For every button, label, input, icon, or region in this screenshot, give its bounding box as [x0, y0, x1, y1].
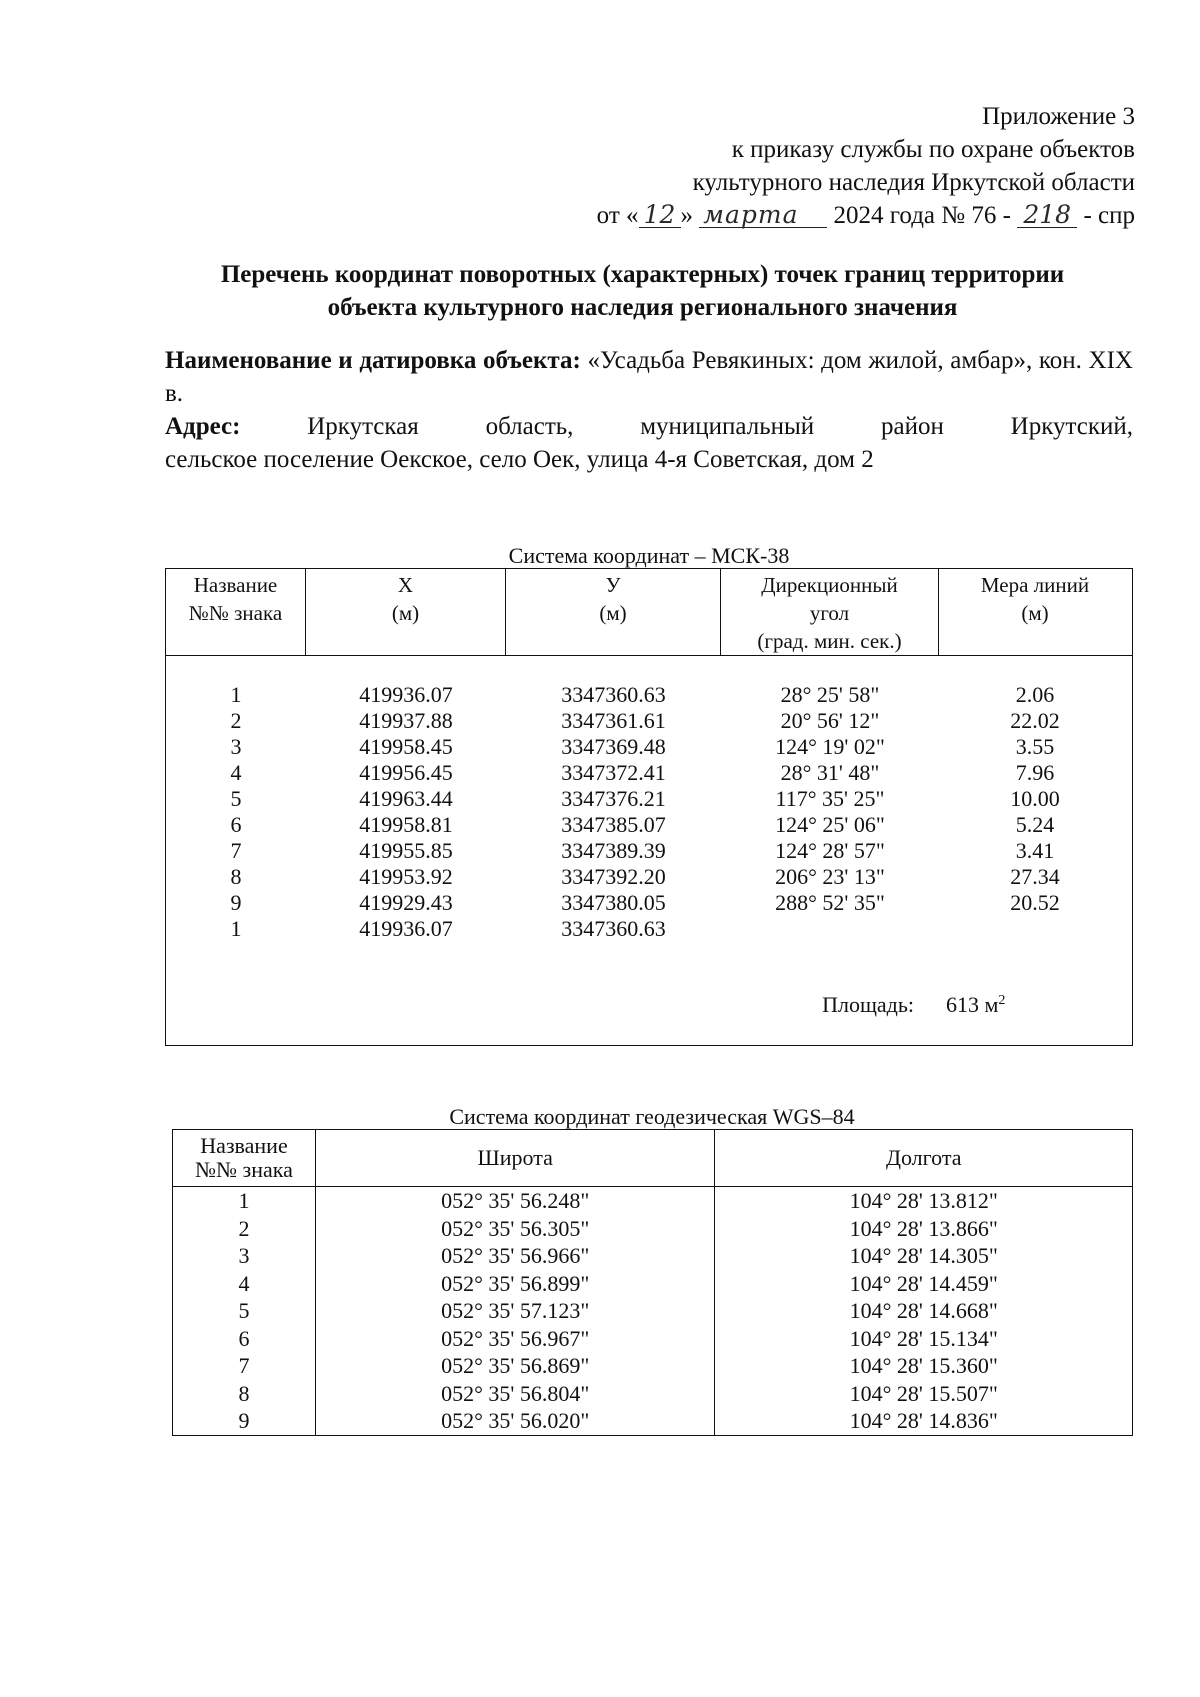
cell-x: 419958.81: [359, 812, 453, 837]
header-length: [939, 569, 1131, 655]
address-word: район: [880, 413, 944, 440]
cell-n: 3: [173, 1242, 316, 1270]
handwritten-order-number: 218: [1017, 203, 1077, 228]
cell-length: 20.52: [1010, 890, 1060, 915]
cell-angle: 288° 52' 35": [775, 890, 885, 915]
cell-y: 3347360.63: [561, 682, 666, 707]
cell-y: 3347376.21: [561, 786, 666, 811]
object-name-paragraph: [165, 344, 1133, 410]
wgs-coordinates-table: [172, 1129, 1133, 1436]
header-x: [306, 569, 506, 655]
cell-n: 4: [230, 760, 242, 785]
cell-n: 9: [230, 890, 242, 915]
cell-x: 419936.07: [359, 682, 453, 707]
area-row: [166, 989, 1132, 1021]
cell-y: 3347389.39: [561, 838, 666, 863]
cell-lon: 104° 28' 14.305": [715, 1242, 1133, 1270]
title-line-2: объекта культурного наследия регионального значения: [327, 294, 958, 321]
cell-length: 22.02: [1010, 708, 1060, 733]
header-text: Название: [193, 573, 278, 597]
header-y: [506, 569, 721, 655]
cell-lon: 104° 28' 15.360": [715, 1352, 1133, 1380]
handwritten-month: марта: [699, 203, 827, 228]
msk-table-header: [166, 569, 1132, 656]
cell-x: 419956.45: [359, 760, 453, 785]
cell-length: 7.96: [1015, 760, 1055, 785]
address-word: муниципальный: [640, 413, 815, 440]
appendix-authority: культурного наследия Иркутской области: [692, 169, 1135, 196]
header-text: X: [397, 573, 414, 597]
cell-lat: 052° 35' 56.869": [315, 1352, 715, 1380]
msk-coordinates-table: [165, 568, 1133, 1046]
header-point-name: [173, 1130, 316, 1187]
cell-angle: 124° 25' 06": [775, 812, 885, 837]
cell-n: 7: [230, 838, 242, 863]
cell-angle: 206° 23' 13": [775, 864, 885, 889]
cell-lat: 052° 35' 56.248": [315, 1187, 715, 1215]
order-suffix: - спр: [1083, 202, 1135, 229]
order-year-text: 2024 года № 76 -: [833, 202, 1011, 229]
cell-lon: 104° 28' 13.812": [715, 1187, 1133, 1215]
header-text: Мера линий: [980, 573, 1090, 597]
cell-lon: 104° 28' 13.866": [715, 1215, 1133, 1243]
address-word: Иркутский,: [1010, 413, 1133, 440]
cell-n: 8: [173, 1380, 316, 1408]
header-text: №№ знака: [188, 601, 283, 625]
area-value: [946, 989, 1005, 1021]
table-row: [166, 863, 1132, 891]
cell-lat: 052° 35' 56.804": [315, 1380, 715, 1408]
table-row: [173, 1270, 1133, 1298]
cell-angle: 20° 56' 12": [780, 708, 880, 733]
cell-n: 6: [230, 812, 242, 837]
cell-lat: 052° 35' 56.020": [315, 1407, 715, 1435]
cell-n: 1: [230, 916, 242, 941]
cell-angle: 28° 25' 58": [780, 682, 880, 707]
table-row: [166, 889, 1132, 917]
cell-angle: 124° 19' 02": [775, 734, 885, 759]
cell-n: 5: [173, 1297, 316, 1325]
object-name-label: Наименование и датировка объекта:: [165, 347, 581, 374]
cell-n: 1: [173, 1187, 316, 1215]
cell-lon: 104° 28' 15.507": [715, 1380, 1133, 1408]
header-latitude: Широта: [315, 1130, 715, 1187]
cell-x: 419936.07: [359, 916, 453, 941]
cell-y: 3347360.63: [561, 916, 666, 941]
area-number: 613 м: [946, 992, 999, 1017]
table-row: [173, 1407, 1133, 1435]
msk-table-caption: Система координат – МСК-38: [508, 543, 790, 568]
cell-x: 419955.85: [359, 838, 453, 863]
cell-angle: 117° 35' 25": [775, 786, 885, 811]
cell-lat: 052° 35' 56.967": [315, 1325, 715, 1353]
cell-n: 1: [230, 682, 242, 707]
cell-lon: 104° 28' 14.836": [715, 1407, 1133, 1435]
area-label: Площадь:: [822, 992, 914, 1017]
cell-y: 3347369.48: [561, 734, 666, 759]
address-label: Адрес:: [165, 413, 241, 440]
header-text: Дирекционный: [761, 573, 898, 597]
table-row: [166, 915, 1132, 943]
header-angle: [721, 569, 939, 655]
header-text: У: [605, 573, 621, 597]
cell-x: 419937.88: [359, 708, 453, 733]
address-line-2: сельское поселение Оекское, село Оек, улица 4-я Советская, дом 2: [165, 446, 874, 473]
cell-length: 27.34: [1010, 864, 1060, 889]
appendix-header: [597, 100, 1135, 232]
object-info: [165, 344, 1133, 476]
cell-n: 2: [230, 708, 242, 733]
cell-length: 3.55: [1015, 734, 1055, 759]
cell-y: 3347361.61: [561, 708, 666, 733]
table-row: [166, 785, 1132, 813]
cell-angle: 28° 31' 48": [780, 760, 880, 785]
appendix-order-ref: к приказу службы по охране объектов: [731, 136, 1135, 163]
order-quote-close: »: [680, 202, 694, 229]
cell-n: 4: [173, 1270, 316, 1298]
cell-x: 419953.92: [359, 864, 453, 889]
cell-lat: 052° 35' 56.899": [315, 1270, 715, 1298]
cell-length: 3.41: [1015, 838, 1055, 863]
cell-n: 5: [230, 786, 242, 811]
cell-length: 2.06: [1015, 682, 1055, 707]
table-row: [166, 707, 1132, 735]
cell-lon: 104° 28' 15.134": [715, 1325, 1133, 1353]
cell-lon: 104° 28' 14.459": [715, 1270, 1133, 1298]
wgs-table-header: [173, 1130, 1133, 1187]
table-row: [173, 1380, 1133, 1408]
object-name-value: «Усадьба Ревякиных: дом жилой, амбар», кон. XIX в.: [165, 347, 1133, 407]
cell-lat: 052° 35' 57.123": [315, 1297, 715, 1325]
header-longitude: Долгота: [715, 1130, 1133, 1187]
cell-n: 8: [230, 864, 242, 889]
table-row: [166, 811, 1132, 839]
order-prefix: от «: [596, 202, 639, 229]
header-text: угол: [809, 601, 850, 625]
table-row: [166, 837, 1132, 865]
header-point-name: [166, 569, 306, 655]
cell-x: 419958.45: [359, 734, 453, 759]
header-text: (град. мин. сек.): [757, 629, 902, 653]
appendix-number: Приложение 3: [982, 103, 1135, 130]
table-row: [173, 1352, 1133, 1380]
header-text: Название: [200, 1133, 288, 1158]
header-text: (м): [1021, 601, 1049, 625]
cell-y: 3347392.20: [561, 864, 666, 889]
cell-n: 3: [230, 734, 242, 759]
area-unit-power: 2: [998, 993, 1006, 1008]
table-row: [173, 1297, 1133, 1325]
header-text: №№ знака: [195, 1157, 293, 1182]
header-text: (м): [599, 601, 627, 625]
cell-y: 3347372.41: [561, 760, 666, 785]
cell-lat: 052° 35' 56.966": [315, 1242, 715, 1270]
wgs-table-body: [173, 1187, 1133, 1436]
wgs-table-caption: Система координат геодезическая WGS–84: [449, 1104, 855, 1129]
title-line-1: Перечень координат поворотных (характерных) точек границ территории: [220, 261, 1065, 288]
table-row: [173, 1215, 1133, 1243]
cell-x: 419929.43: [359, 890, 453, 915]
appendix-order-date: [597, 199, 1135, 232]
address-word: область,: [485, 413, 574, 440]
cell-lat: 052° 35' 56.305": [315, 1215, 715, 1243]
address-line-1: [165, 410, 1133, 443]
table-row: [166, 681, 1132, 709]
handwritten-day: 12: [639, 203, 681, 228]
header-text: (м): [391, 601, 420, 625]
cell-y: 3347380.05: [561, 890, 666, 915]
cell-n: 7: [173, 1352, 316, 1380]
table-row: [166, 759, 1132, 787]
cell-angle: 124° 28' 57": [775, 838, 885, 863]
cell-n: 9: [173, 1407, 316, 1435]
address-word: Иркутская: [307, 413, 419, 440]
cell-n: 6: [173, 1325, 316, 1353]
table-row: [173, 1242, 1133, 1270]
table-row: [166, 733, 1132, 761]
cell-length: 5.24: [1015, 812, 1055, 837]
cell-x: 419963.44: [359, 786, 453, 811]
cell-length: 10.00: [1010, 786, 1060, 811]
cell-y: 3347385.07: [561, 812, 666, 837]
cell-n: 2: [173, 1215, 316, 1243]
cell-lon: 104° 28' 14.668": [715, 1297, 1133, 1325]
table-row: [173, 1187, 1133, 1215]
table-row: [173, 1325, 1133, 1353]
document-title: [150, 258, 1135, 324]
